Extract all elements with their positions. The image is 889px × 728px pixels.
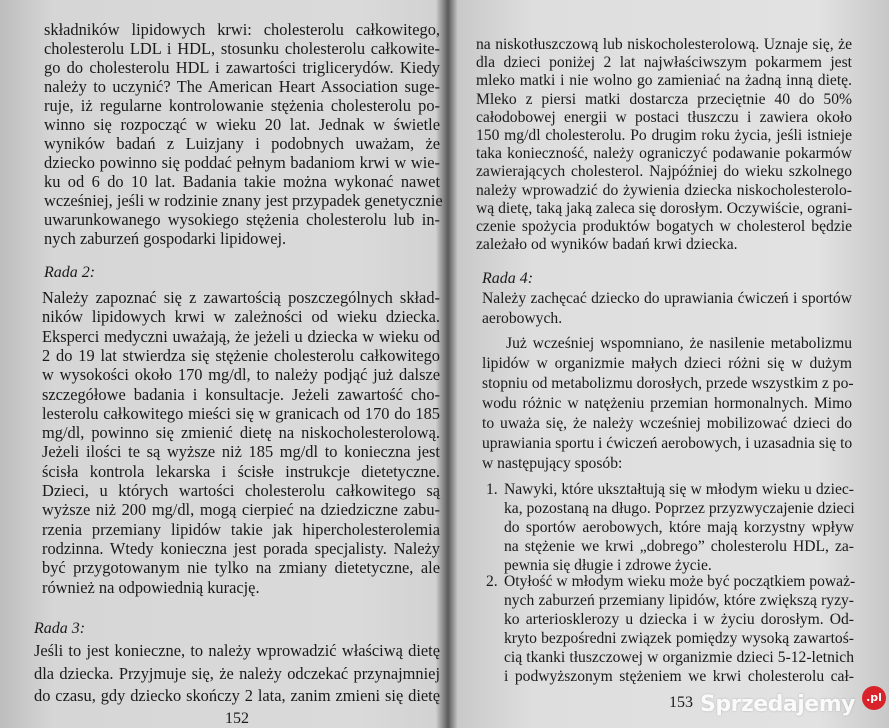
paragraph-line: w następujący sposób: xyxy=(482,455,623,472)
page-number-right: 153 xyxy=(669,694,693,711)
paragraph-line: winno się rozpocząć w wieku 20 lat. Jednak w świetle xyxy=(44,115,440,134)
paragraph-line: mleko matki i nie wolno go zamieniać na żadną inną dietę. xyxy=(476,72,852,90)
paragraph-line: całodobowej energii w postaci tłuszczu i zawiera około xyxy=(476,108,852,126)
paragraph-line: również na odpowiednią kurację. xyxy=(42,577,260,597)
paragraph-line: uprawiania sportu i ćwiczeń aerobowych, i uzasadnia się to xyxy=(482,435,853,452)
list-item-line: Otyłość w młodym wieku może być początkiem poważ- xyxy=(504,573,856,590)
paragraph-line: dla dziecka. Przyjmuje się, że należy odczekać przynajmniej xyxy=(34,663,440,683)
paragraph-line: stopniu od metabolizmu dorosłych, przede wszystkim z po- xyxy=(482,375,854,392)
paragraph-line: ników lipidowych krwi w zależności od wieku dziecka. xyxy=(42,307,440,327)
paragraph-line: dziecko powinno się poddać pełnym badaniom krwi w wie- xyxy=(44,153,440,172)
paragraph-line: wyników badań z Luizjany i podobnych uważam, że xyxy=(44,134,440,153)
paragraph-line: Należy zachęcać dziecko do uprawiania ćwiczeń i sportów xyxy=(482,290,852,307)
paragraph-line: ścisła kontrola lekarska i ścisłe instrukcje dietetyczne. xyxy=(42,461,440,481)
paragraph-line: uwarunkowanego wysokiego stężenia cholesterolu lub in- xyxy=(44,210,440,229)
paragraph-line: Jeżeli ilości te są wyższe niż 185 mg/dl to konieczna jest xyxy=(42,442,440,462)
paragraph-line: czenie spożycia produktów bogatych w cholesterol będzie xyxy=(476,218,852,235)
paragraph-line: składników lipidowych krwi: cholesterolu całkowitego, xyxy=(44,20,440,39)
paragraph-line: zawierających cholesterol. Najpóźniej do wieku szkolnego xyxy=(476,163,852,181)
section-label-rada-2: Rada 2: xyxy=(44,264,96,281)
paragraph-line: 150 mg/dl cholesterolu. Po drugim roku życia, jeśli istnieje xyxy=(476,127,852,144)
right-book-page xyxy=(452,0,889,720)
list-item-line: Nawyki, które ukształtują się w młodym wieku u dziec- xyxy=(504,481,854,498)
list-item-line: pewnia się długie i zdrowe życie. xyxy=(504,557,712,574)
paragraph-line: zależało od wyników badań krwi dziecka. xyxy=(476,236,738,254)
page-number-left: 152 xyxy=(225,710,249,727)
paragraph-line: Dzieci, u których wartości cholesterolu całkowitego są xyxy=(42,481,440,500)
paragraph-line: taka konieczność, należy ograniczyć podawanie pokarmów xyxy=(476,145,852,163)
paragraph-line: Mleko z piersi matki dostarcza przeciętnie 40 do 50% xyxy=(476,90,852,108)
list-item-line: ko arteriosklerozy u dziecka i w życiu dorosłym. Od- xyxy=(504,611,854,628)
list-item-line: cią tkanki tłuszczowej w organizmie dzieci 5-12-letnich xyxy=(504,649,854,666)
paragraph-line: cholesterolu LDL i HDL, stosunku cholesterolu całkowite- xyxy=(44,39,440,58)
paragraph-line: lesterolu całkowitego mieści się w granicach od 170 do 185 xyxy=(42,403,440,423)
paragraph-line: nych zaburzeń gospodarki lipidowej. xyxy=(44,229,287,248)
paragraph-line: należy to uczynić? The American Heart Association suge- xyxy=(44,77,440,96)
paragraph-line: w wysokości około 170 mg/dl, to należy podjąć już dalsze xyxy=(42,365,440,385)
list-item-line: do sportów aerobowych, które mają korzystny wpływ xyxy=(504,519,854,536)
watermark-badge: .pl xyxy=(862,686,886,710)
paragraph-line: na niskotłuszczową lub niskocholesterolową. Uznaje się, że xyxy=(476,36,852,53)
paragraph-line: ku od 6 do 10 lat. Badania takie można wykonać nawet xyxy=(44,172,440,191)
paragraph-line: dla dzieci poniżej 2 lat najwłaściwszym pokarmem jest xyxy=(476,54,852,72)
paragraph-line: wyższe niż 200 mg/dl, mogą cierpieć na dziedziczne zabu- xyxy=(42,500,440,520)
list-number: 2. xyxy=(486,573,498,590)
paragraph-line: do czasu, gdy dziecko skończy 2 lata, zanim zmieni się dietę xyxy=(34,686,440,705)
paragraph-line: szczegółowe badania i konsultacje. Jeżeli zawartość cho- xyxy=(42,384,440,404)
list-item-line: na stężenie we krwi „dobrego” cholesterolu HDL, za- xyxy=(504,538,854,555)
paragraph-line: Jeśli to jest konieczne, to należy wprowadzić właściwą dietę xyxy=(34,641,440,660)
list-item-line: kryto bezpośredni związek pomiędzy wysoką zawartoś- xyxy=(504,630,854,647)
paragraph-line: wcześniej, jeśli w rodzinie znany jest przypadek genetycznie xyxy=(44,191,443,210)
paragraph-line: być przygotowanym nie tylko na zmiany dietetyczne, ale xyxy=(42,558,440,578)
paragraph-line: aerobowych. xyxy=(482,310,563,327)
paragraph-line: rodzinna. Wtedy konieczna jest porada specjalisty. Należy xyxy=(42,538,440,558)
section-label-rada-3: Rada 3: xyxy=(34,620,86,637)
paragraph-line: to uważa się, że należy wcześniej mobilizować dzieci do xyxy=(482,415,852,432)
paragraph-line: Już wcześniej wspomniano, że nasilenie metabolizmu xyxy=(506,335,852,352)
paragraph-line: wą dietę, taką jaką zaleca się dorosłym. Oczywiście, ograni- xyxy=(476,199,853,217)
paragraph-line: Eksperci medyczni uważają, że jeżeli u dziecka w wieku od xyxy=(42,326,440,346)
paragraph-line: 2 do 19 lat stwierdza się stężenie cholesterolu całkowitego xyxy=(42,345,440,365)
paragraph-line: rzenia przemiany lipidów takie jak hipercholesterolemia xyxy=(42,519,440,539)
list-number: 1. xyxy=(486,481,498,498)
paragraph-line: należy wprowadzić do żywienia dziecka niskocholesterolo- xyxy=(476,181,852,199)
list-item-line: ka, pozostaną na długo. Poprzez przyzwyczajenie dzieci xyxy=(504,500,855,517)
watermark-logo: Sprzedajemy xyxy=(700,692,855,717)
paragraph-line: lipidów w organizmie małych dzieci różni się w dużym xyxy=(482,355,852,372)
section-label-rada-4: Rada 4: xyxy=(482,270,534,287)
paragraph-line: mg/dl, powinno się zmienić dietę na niskocholesterolową. xyxy=(42,423,440,443)
paragraph-line: Należy zapoznać się z zawartością poszczególnych skład- xyxy=(42,288,440,307)
paragraph-line: go do cholesterolu HDL i zawartości triglicerydów. Kiedy xyxy=(44,58,440,77)
list-item-line: nych zaburzeń przemiany lipidów, które zwiększą ryzy- xyxy=(504,592,854,609)
list-item-line: i podwyższonym stężeniem we krwi cholesterolu cał- xyxy=(504,668,854,685)
paragraph-line: wodu różnic w natężeniu przemian hormonalnych. Mimo xyxy=(482,395,852,412)
paragraph-line: ruje, iż regularne kontrolowanie stężenia cholesterolu po- xyxy=(44,96,440,115)
